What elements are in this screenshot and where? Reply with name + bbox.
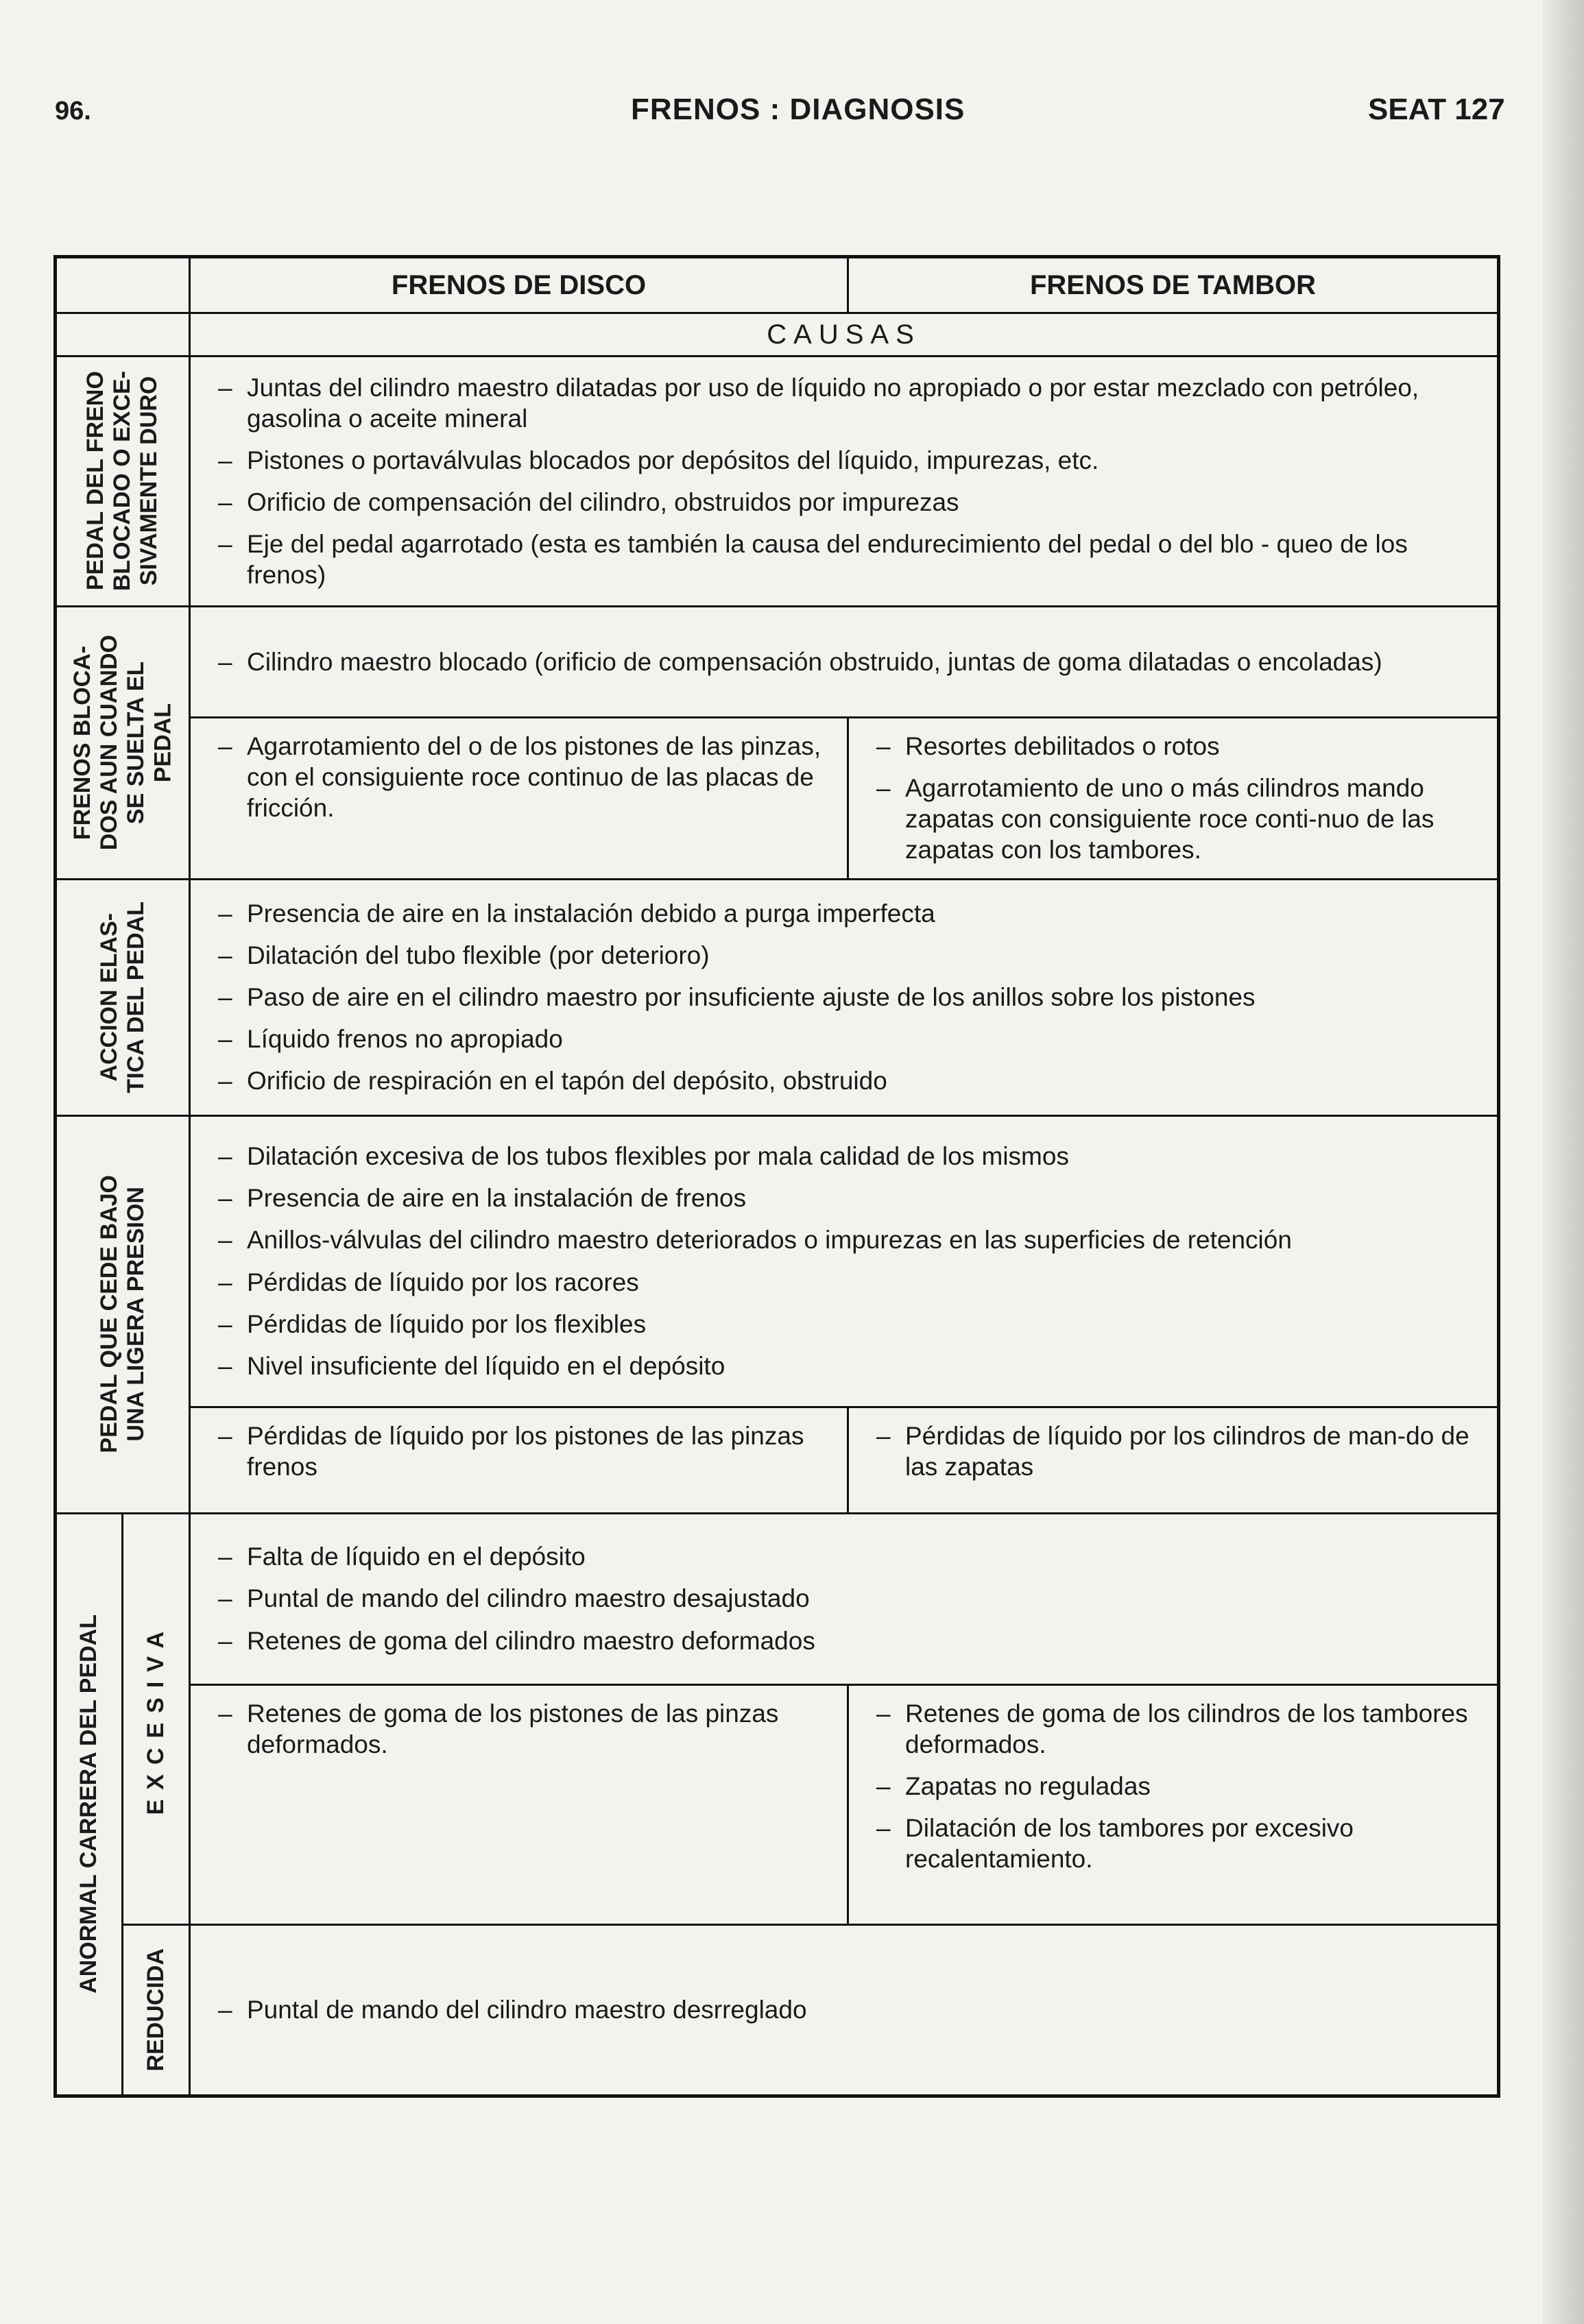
row-label-cell — [56, 879, 190, 1115]
row-label: ACCION ELAS- TICA DEL PEDAL — [95, 901, 149, 1093]
cause-item: – Pérdidas de líquido por los pistones de las pinzas frenos — [218, 1420, 826, 1482]
cause-item: – Retenes de goma de los cilindros de los tambores deformados. — [876, 1698, 1476, 1760]
page-header — [0, 93, 1584, 134]
cause-item: – Dilatación de los tambores por excesivo recalentamiento. — [876, 1813, 1476, 1874]
cause-item: – Nivel insuficiente del líquido en el depósito — [218, 1351, 1476, 1381]
cause-item: – Presencia de aire en la instalación debido a purga imperfecta — [218, 898, 1476, 929]
sub-label-excesiva: EXCESIVA — [142, 1622, 169, 1815]
cause-list — [191, 1686, 847, 1772]
cause-item: – Pérdidas de líquido por los racores — [218, 1267, 1476, 1298]
row-label: FRENOS BLOCA- DOS AUN CUANDO SE SUELTA EL PEDAL — [69, 635, 176, 851]
cause-item: – Pistones o portaválvulas blocados por depósitos del líquido, impurezas, etc. — [218, 445, 1476, 476]
causas-header: CAUSAS — [190, 313, 1499, 356]
row-label: PEDAL QUE CEDE BAJO UNA LIGERA PRESION — [95, 1175, 149, 1453]
cause-item: – Puntal de mando del cilindro maestro desrreglado — [218, 1994, 1476, 2025]
causes-common-cell — [190, 1513, 1499, 1684]
causes-disc-cell — [190, 1407, 848, 1513]
row-frenos-blocados — [56, 607, 1499, 718]
column-header-disc: FRENOS DE DISCO — [190, 257, 848, 313]
causes-drum-cell — [848, 1407, 1499, 1513]
cause-item: – Juntas del cilindro maestro dilatadas por uso de líquido no apropiado o por estar mezclado con petróleo, gasolina o aceite mineral — [218, 372, 1476, 434]
row-label-cell — [56, 356, 190, 607]
cause-item: – Dilatación del tubo flexible (por deterioro) — [218, 940, 1476, 971]
row-pedal-cede — [56, 1115, 1499, 1407]
causes-drum-cell — [848, 1684, 1499, 1924]
cause-list — [191, 1128, 1497, 1394]
cause-item: – Dilatación excesiva de los tubos flexibles por mala calidad de los mismos — [218, 1141, 1476, 1172]
row-frenos-blocados-split — [56, 718, 1499, 880]
cause-item: – Anillos-válvulas del cilindro maestro deteriorados o impurezas en las superficies de retención — [218, 1224, 1476, 1255]
cause-item: – Cilindro maestro blocado (orificio de compensación obstruido, juntas de goma dilatadas o encoladas) — [218, 646, 1476, 677]
causas-corner — [56, 313, 190, 356]
cause-item: – Eje del pedal agarrotado (esta es también la causa del endurecimiento del pedal o del blo - queo de los frenos) — [218, 529, 1476, 590]
row-pedal-cede-split — [56, 1407, 1499, 1513]
row-label-cell — [56, 1513, 123, 2096]
page-title: FRENOS : DIAGNOSIS — [631, 93, 965, 126]
cause-item: – Orificio de respiración en el tapón del depósito, obstruido — [218, 1065, 1476, 1096]
diagnosis-table — [53, 255, 1500, 2098]
cause-list — [849, 1686, 1497, 1887]
cause-list — [191, 1982, 1497, 2037]
column-header-drum: FRENOS DE TAMBOR — [848, 257, 1499, 313]
cause-item: – Pérdidas de líquido por los cilindros de man-do de las zapatas — [876, 1420, 1476, 1482]
causes-common-cell — [190, 356, 1499, 607]
row-accion-elastica — [56, 879, 1499, 1115]
corner-cell — [56, 257, 190, 313]
row-label-cell — [56, 607, 190, 880]
cause-item: – Orificio de compensación del cilindro, obstruidos por impurezas — [218, 487, 1476, 518]
cause-item: – Zapatas no reguladas — [876, 1771, 1476, 1802]
cause-item: – Resortes debilitados o rotos — [876, 731, 1476, 762]
cause-list — [191, 1529, 1497, 1668]
sub-label-reducida: REDUCIDA — [142, 1948, 169, 2072]
cause-item: – Retenes de goma de los pistones de las pinzas deformados. — [218, 1698, 826, 1760]
sub-label-cell — [123, 1924, 190, 2096]
causes-common-cell — [190, 1115, 1499, 1407]
cause-item: – Presencia de aire en la instalación de frenos — [218, 1183, 1476, 1213]
row-label: PEDAL DEL FRENO BLOCADO O EXCE- SIVAMENTE DURO — [82, 371, 163, 592]
cause-item: – Pérdidas de líquido por los flexibles — [218, 1309, 1476, 1340]
cause-item: – Falta de líquido en el depósito — [218, 1541, 1476, 1572]
cause-list — [191, 634, 1497, 690]
causes-common-cell — [190, 607, 1499, 718]
causes-common-cell — [190, 1924, 1499, 2096]
cause-list — [849, 718, 1497, 878]
cause-item: – Paso de aire en el cilindro maestro por insuficiente ajuste de los anillos sobre los pistones — [218, 982, 1476, 1013]
page-number-left: 96. — [55, 97, 91, 125]
cause-list — [191, 1408, 847, 1494]
causes-disc-cell — [190, 1684, 848, 1924]
row-pedal-duro — [56, 356, 1499, 607]
causes-common-cell — [190, 879, 1499, 1115]
column-header-row — [56, 257, 1499, 313]
causas-row — [56, 313, 1499, 356]
cause-item: – Puntal de mando del cilindro maestro desajustado — [218, 1583, 1476, 1614]
causes-disc-cell — [190, 718, 848, 880]
row-carrera-excesiva-split — [56, 1684, 1499, 1924]
cause-list — [849, 1408, 1497, 1494]
cause-list — [191, 360, 1497, 603]
row-carrera-reducida — [56, 1924, 1499, 2096]
page-brand-number: SEAT 127 — [1368, 93, 1505, 126]
cause-list — [191, 718, 847, 836]
cause-item: – Agarrotamiento de uno o más cilindros mando zapatas con consiguiente roce conti-nuo de las zapatas con los tambores. — [876, 773, 1476, 865]
cause-item: – Retenes de goma del cilindro maestro deformados — [218, 1625, 1476, 1656]
sub-label-cell — [123, 1513, 190, 1924]
causes-drum-cell — [848, 718, 1499, 880]
row-label-cell — [56, 1115, 190, 1513]
cause-item: – Agarrotamiento del o de los pistones de las pinzas, con el consiguiente roce continuo de las placas de fricción. — [218, 731, 826, 823]
cause-list — [191, 886, 1497, 1109]
cause-item: – Líquido frenos no apropiado — [218, 1024, 1476, 1054]
row-carrera-excesiva — [56, 1513, 1499, 1684]
page-edge-shadow — [1543, 0, 1584, 2324]
row-label: ANORMAL CARRERA DEL PEDAL — [75, 1614, 102, 1994]
